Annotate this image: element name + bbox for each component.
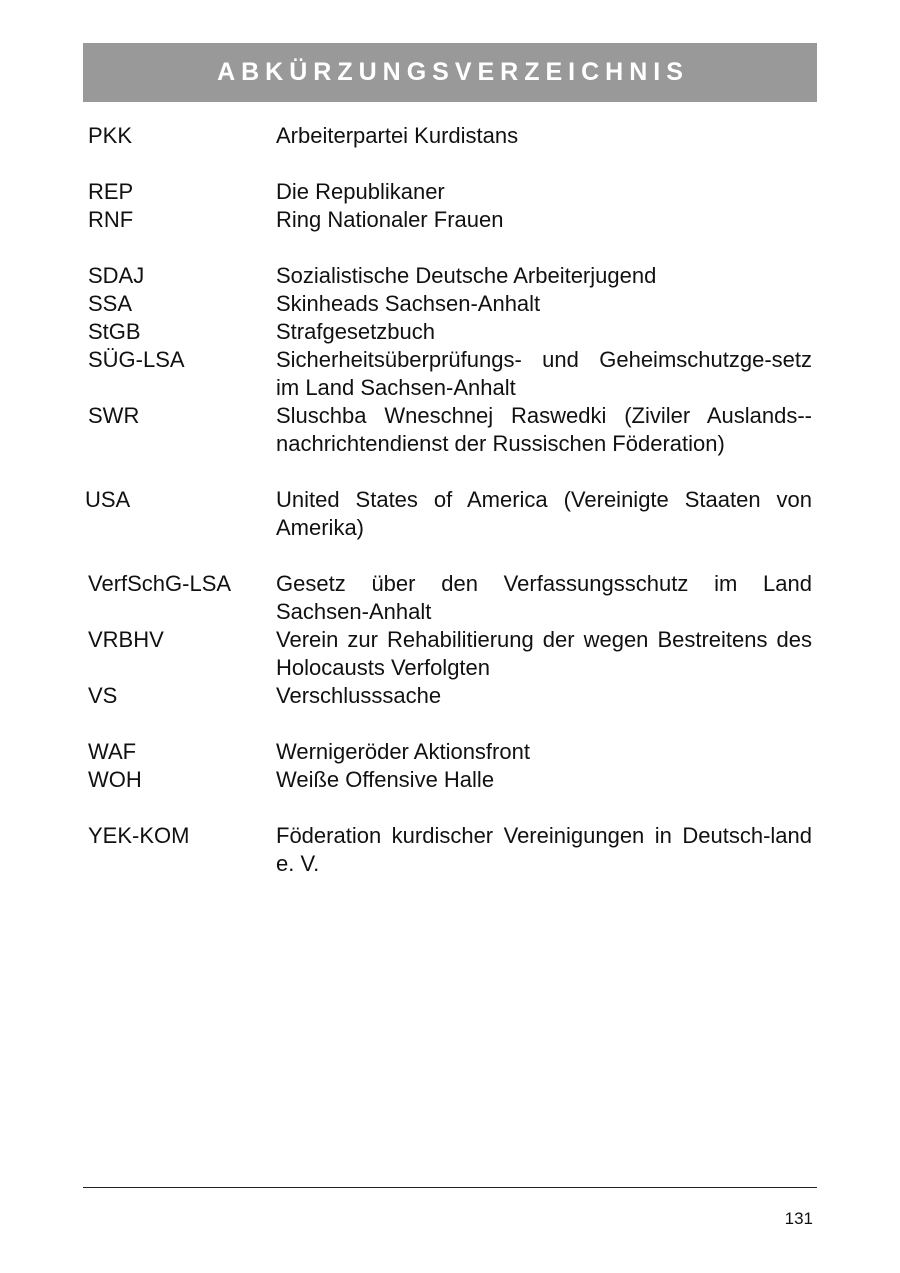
abbreviation-list (85, 122, 812, 878)
definition: Verschlusssache (276, 683, 442, 708)
list-item (88, 122, 812, 150)
definition: Sozialistische Deutsche Arbeiterjugend (276, 263, 657, 288)
definition: Skinheads Sachsen-Anhalt (276, 291, 541, 316)
abbreviation: REP (88, 179, 134, 204)
definition: Gesetz über den Verfassungsschutz im Land Sachsen-Anhalt (276, 571, 812, 624)
list-item (88, 682, 812, 710)
page-title: ABKÜRZUNGSVERZEICHNIS (217, 58, 689, 86)
abbreviation: YEK-KOM (88, 823, 190, 848)
page-number: 131 (784, 1209, 813, 1228)
list-item (85, 486, 812, 542)
abbreviation: SSA (88, 291, 133, 316)
list-item (88, 262, 812, 290)
abbreviation: SWR (88, 403, 140, 428)
list-item (88, 766, 812, 794)
definition: Weiße Offensive Halle (276, 767, 495, 792)
list-item (88, 346, 812, 402)
definition: Verein zur Rehabilitierung der wegen Bestreitens des Holocausts Verfolgten (276, 627, 812, 680)
abbreviation: VerfSchG-LSA (88, 571, 232, 596)
definition: Die Republikaner (276, 179, 445, 204)
abbreviation: VS (88, 683, 118, 708)
abbreviation: SÜG-LSA (88, 347, 185, 372)
footer-divider (83, 1187, 817, 1188)
definition: Sluschba Wneschnej Raswedki (Ziviler Auslands-nachrichtendienst der Russischen Föderation) (276, 403, 812, 456)
list-item (88, 626, 812, 682)
abbreviation: PKK (88, 123, 133, 148)
definition: Wernigeröder Aktionsfront (276, 739, 530, 764)
header-bar (83, 43, 817, 102)
abbreviation: StGB (88, 319, 141, 344)
abbreviation: WOH (88, 767, 142, 792)
abbreviation: SDAJ (88, 263, 145, 288)
definition: Sicherheitsüberprüfungs- und Geheimschutzge-setz im Land Sachsen-Anhalt (276, 347, 812, 400)
definition: Strafgesetzbuch (276, 319, 435, 344)
list-item (88, 738, 812, 766)
abbreviation: VRBHV (88, 627, 164, 652)
list-item (88, 318, 812, 346)
list-item (88, 178, 812, 206)
abbreviation: RNF (88, 207, 134, 232)
list-item (88, 402, 812, 458)
definition: Arbeiterpartei Kurdistans (276, 123, 519, 148)
abbreviation: WAF (88, 739, 137, 764)
definition: United States of America (Vereinigte Staaten von Amerika) (276, 487, 812, 540)
definition: Ring Nationaler Frauen (276, 207, 504, 232)
list-item (88, 570, 812, 626)
definition: Föderation kurdischer Vereinigungen in Deutsch-land e. V. (276, 823, 812, 876)
abbreviation: USA (85, 487, 131, 512)
list-item (88, 822, 812, 878)
list-item (88, 206, 812, 234)
list-item (88, 290, 812, 318)
